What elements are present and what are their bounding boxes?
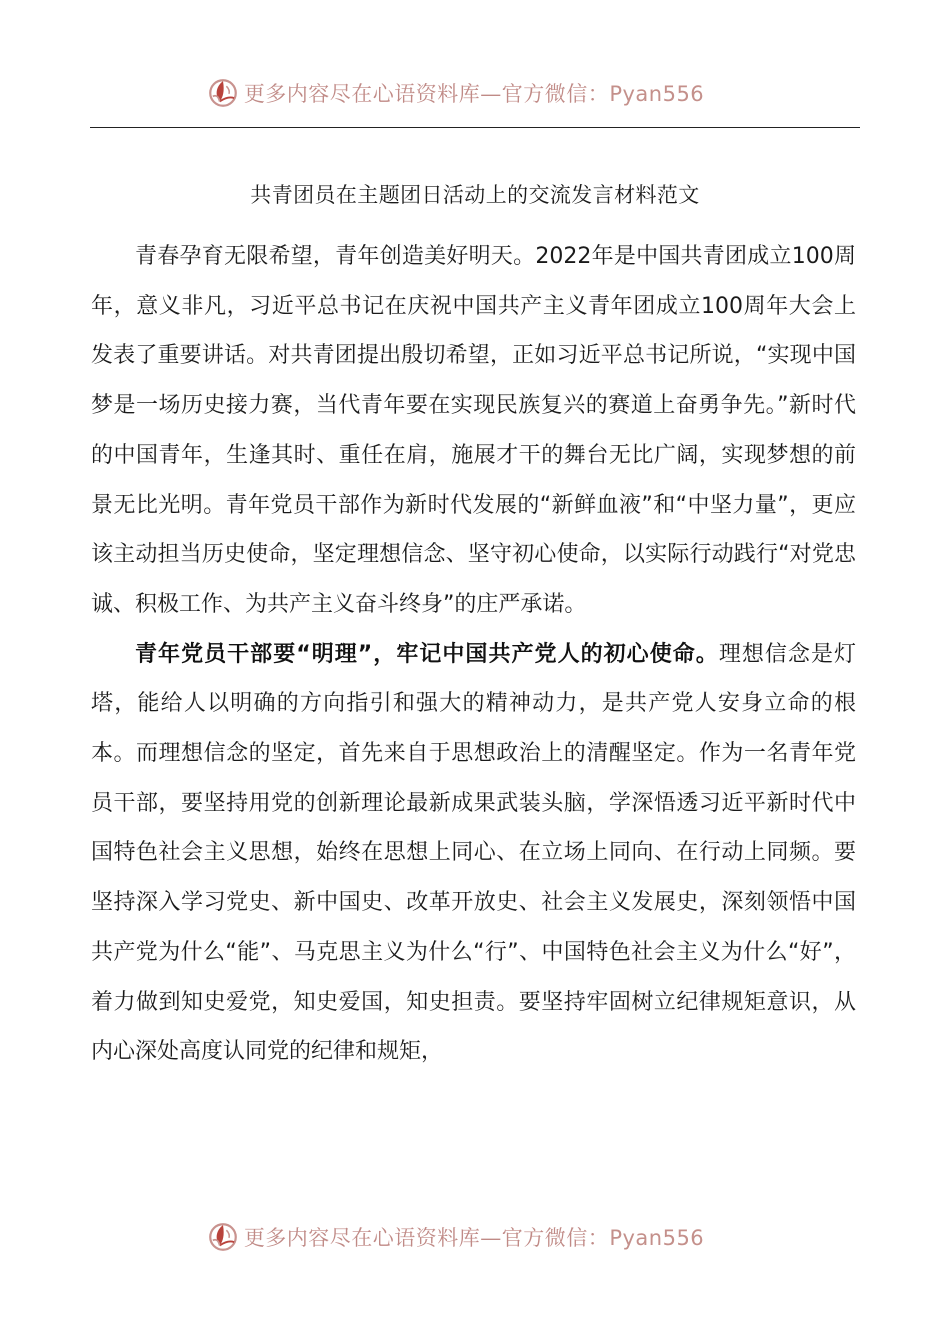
document-body <box>91 232 856 1077</box>
flower-logo-icon <box>206 1220 240 1254</box>
header-rule <box>90 127 860 128</box>
watermark-text-cn: 更多内容尽在心语资料库—官方微信： <box>243 1226 610 1250</box>
paragraph-mingli <box>91 630 856 1077</box>
footer-watermark <box>0 1217 950 1257</box>
watermark-wechat-id: Pyan556 <box>609 1226 705 1250</box>
paragraph-intro <box>91 232 856 630</box>
paragraph-lead: 青年党员干部要“明理”，牢记中国共产党人的初心使命。 <box>135 641 719 667</box>
watermark-text-cn: 更多内容尽在心语资料库—官方微信： <box>243 82 610 106</box>
flower-logo-icon <box>206 76 240 110</box>
header-watermark <box>0 73 950 113</box>
paragraph-text: 理想信念是灯塔，能给人以明确的方向指引和强大的精神动力，是共产党人安身立命的根本。而理想信念的坚定，首先来自于思想政治上的清醒坚定。作为一名青年党员干部，要坚持用党的创新理论最新成果武装头脑，学深悟透习近平新时代中国特色社会主义思想，始终在思想上同心、在立场上同向、在行动上同频。要坚持深入学习党史、新中国史、改革开放史、社会主义发展史，深刻领悟中国共产党为什么“能”、马克思主义为什么“行”、中国特色社会主义为什么“好”，着力做到知史爱党，知史爱国，知史担责。要坚持牢固树立纪律规矩意识，从内心深处高度认同党的纪律和规矩， <box>91 641 856 1065</box>
document-title: 共青团员在主题团日活动上的交流发言材料范文 <box>250 183 700 207</box>
watermark-text <box>244 1222 704 1252</box>
watermark-text <box>244 78 704 108</box>
paragraph-text: 青春孕育无限希望，青年创造美好明天。2022年是中国共青团成立100周年，意义非凡，习近平总书记在庆祝中国共产主义青年团成立100周年大会上发表了重要讲话。对共青团提出殷切希望，正如习近平总书记所说，“实现中国梦是一场历史接力赛，当代青年要在实现民族复兴的赛道上奋勇争先。”新时代的中国青年，生逢其时、重任在肩，施展才干的舞台无比广阔，实现梦想的前景无比光明。青年党员干部作为新时代发展的“新鲜血液”和“中坚力量”，更应该主动担当历史使命，坚定理想信念、坚守初心使命，以实际行动践行“对党忠诚、积极工作、为共产主义奋斗终身”的庄严承诺。 <box>91 244 856 617</box>
watermark-wechat-id: Pyan556 <box>609 82 705 106</box>
